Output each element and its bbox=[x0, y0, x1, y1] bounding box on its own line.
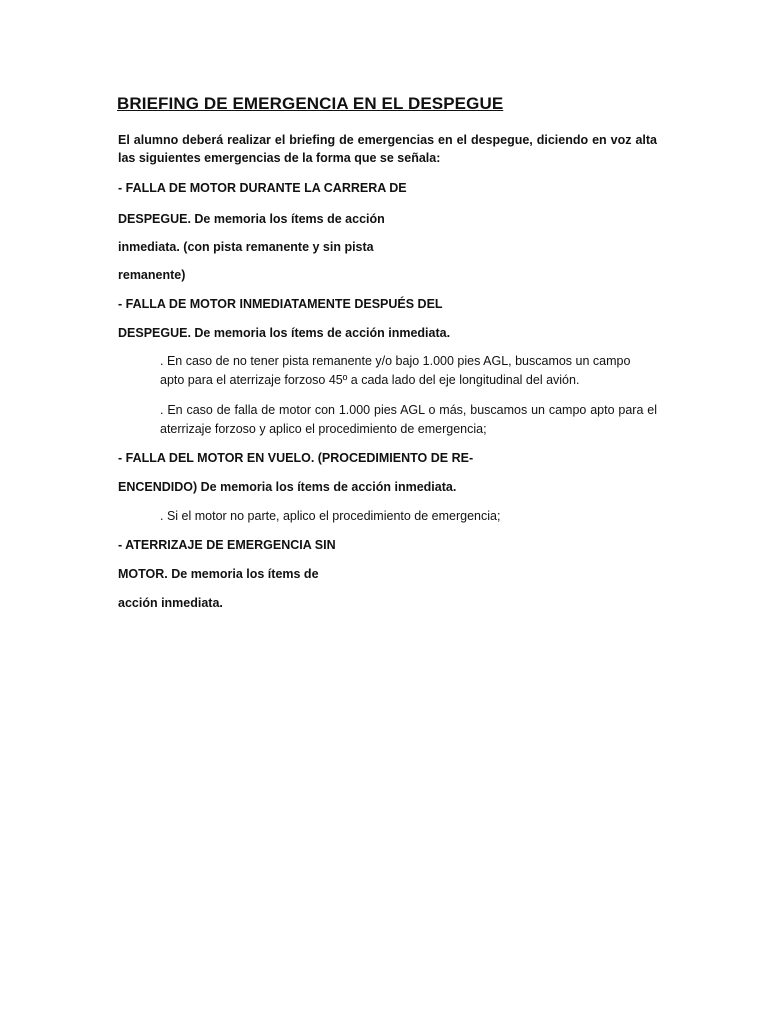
item1-line1: - FALLA DE MOTOR DURANTE LA CARRERA DE bbox=[118, 181, 407, 195]
item1-line4: remanente) bbox=[118, 268, 186, 282]
item4-line1: - ATERRIZAJE DE EMERGENCIA SIN bbox=[118, 538, 336, 552]
document-title: BRIEFING DE EMERGENCIA EN EL DESPEGUE bbox=[117, 94, 504, 113]
item1-line2: DESPEGUE. De memoria los ítems de acción bbox=[118, 212, 385, 226]
item3-line2: ENCENDIDO) De memoria los ítems de acción inmediata. bbox=[118, 480, 457, 494]
item3-sub1: . Si el motor no parte, aplico el procedimiento de emergencia; bbox=[160, 509, 501, 523]
item1-line3: inmediata. (con pista remanente y sin pista bbox=[118, 240, 374, 254]
intro-paragraph: El alumno deberá realizar el briefing de emergencias en el despegue, diciendo en voz alta las siguientes emergencias de la forma que se señala: bbox=[118, 133, 657, 165]
item2-sub1: . En caso de no tener pista remanente y/o bajo 1.000 pies AGL, buscamos un campo apto para el aterrizaje forzoso 45º a cada lado del eje longitudinal del avión. bbox=[160, 354, 631, 387]
item4-line2: MOTOR. De memoria los ítems de bbox=[118, 567, 319, 581]
item2-line2: DESPEGUE. De memoria los ítems de acción inmediata. bbox=[118, 326, 451, 340]
item2-sub2: . En caso de falla de motor con 1.000 pies AGL o más, buscamos un campo apto para el aterrizaje forzoso y aplico el procedimiento de emergencia; bbox=[160, 403, 657, 436]
item3-line1: - FALLA DEL MOTOR EN VUELO. (PROCEDIMIENTO DE RE- bbox=[118, 451, 474, 465]
item4-line3: acción inmediata. bbox=[118, 596, 223, 610]
item2-line1: - FALLA DE MOTOR INMEDIATAMENTE DESPUÉS DEL bbox=[118, 297, 443, 311]
